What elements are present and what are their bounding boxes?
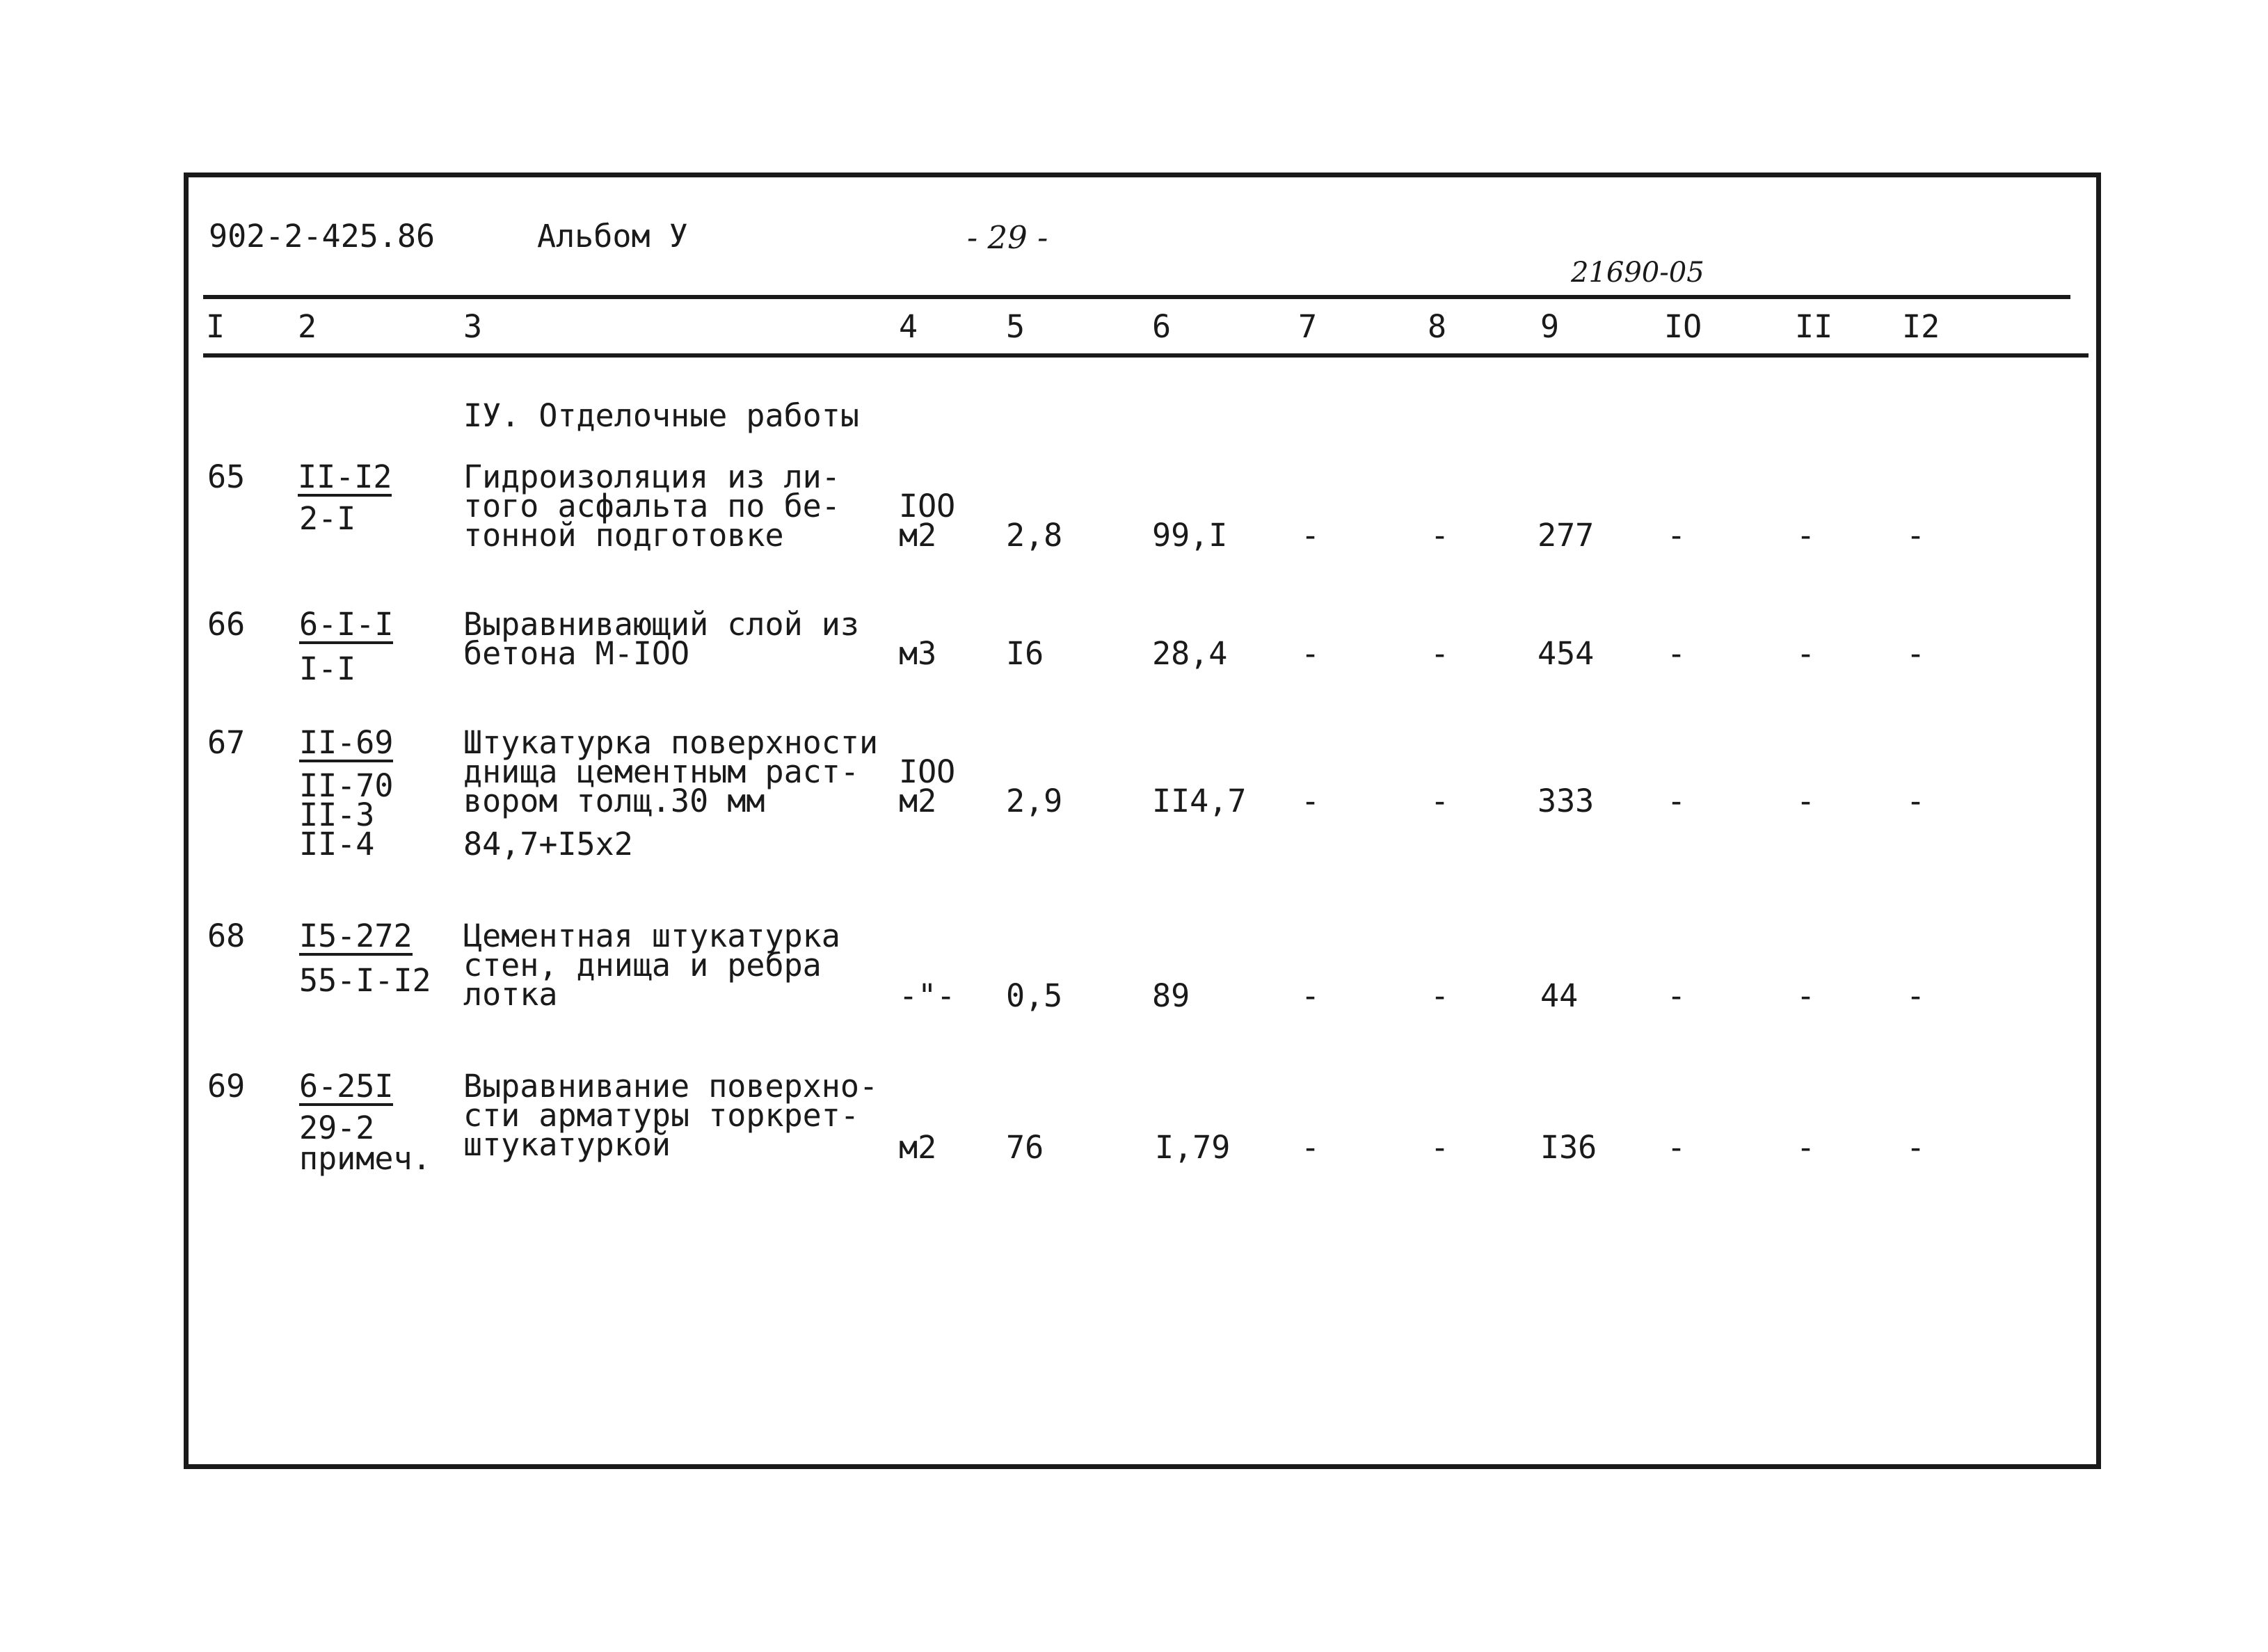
row-col7: - <box>1301 635 1320 672</box>
row-col8: - <box>1430 977 1450 1014</box>
row-desc-line: днища цементным раст- <box>463 753 859 790</box>
row-desc-line: штукатуркой <box>463 1126 671 1163</box>
row-col10: - <box>1667 783 1686 819</box>
row-ref-main: 6-25I <box>299 1068 394 1105</box>
row-ref-extra: II-3 <box>299 796 375 833</box>
row-number: 68 <box>207 917 246 954</box>
row-desc-line: бетона М-IOO <box>463 635 690 672</box>
row-col11: - <box>1796 1129 1816 1166</box>
row-col6: 99,I <box>1152 517 1228 554</box>
row-col12: - <box>1906 635 1926 672</box>
col-header-9: 9 <box>1540 308 1560 345</box>
row-col8: - <box>1430 517 1450 554</box>
row-desc-line: того асфальта по бе- <box>463 488 840 524</box>
section-title: IУ. Отделочные работы <box>463 397 859 434</box>
album-label: Альбом У <box>537 218 688 255</box>
col-header-3: 3 <box>463 308 483 345</box>
row-col8: - <box>1430 783 1450 819</box>
row-col5: 76 <box>1006 1129 1044 1166</box>
row-col12: - <box>1906 977 1926 1014</box>
row-col9: 333 <box>1538 783 1595 819</box>
row-desc-line: лотка <box>463 976 558 1013</box>
inventory-stamp: 21690-05 <box>1571 257 1704 289</box>
row-col11: - <box>1796 977 1816 1014</box>
page-frame <box>184 173 2101 1469</box>
row-col9: 277 <box>1538 517 1595 554</box>
row-number: 66 <box>207 606 246 643</box>
row-col9: 454 <box>1538 635 1595 672</box>
row-col10: - <box>1667 517 1686 554</box>
row-desc-line: Выравнивание поверхно- <box>463 1068 879 1105</box>
row-col12: - <box>1906 1129 1926 1166</box>
row-number: 65 <box>207 458 246 495</box>
row-ref-extra: 55-I-I2 <box>299 962 431 999</box>
row-desc-line: Цементная штукатурка <box>463 917 840 954</box>
row-number: 69 <box>207 1068 246 1105</box>
row-unit: м3 <box>899 635 937 672</box>
col-header-10: IO <box>1664 308 1702 345</box>
row-col7: - <box>1301 977 1320 1014</box>
row-col11: - <box>1796 517 1816 554</box>
col-header-7: 7 <box>1298 308 1318 345</box>
row-ref-extra: 29-2 <box>299 1109 375 1146</box>
row-ref-main: II-69 <box>299 724 394 761</box>
row-desc-line: вором толщ.30 мм <box>463 783 765 819</box>
row-col5: 2,8 <box>1006 517 1063 554</box>
row-col8: - <box>1430 1129 1450 1166</box>
row-desc-line: Выравнивающий слой из <box>463 606 859 643</box>
row-desc-line: сти арматуры торкрет- <box>463 1097 859 1134</box>
page-number: - 29 - <box>967 219 1048 256</box>
row-col12: - <box>1906 783 1926 819</box>
row-ref-extra: I-I <box>299 650 356 687</box>
row-col6: II4,7 <box>1152 783 1247 819</box>
row-col6: I,79 <box>1155 1129 1231 1166</box>
row-col7: - <box>1301 1129 1320 1166</box>
row-col10: - <box>1667 635 1686 672</box>
row-unit: м2 <box>899 517 937 554</box>
header-top-rule <box>203 295 2070 299</box>
row-ref-main: 6-I-I <box>299 606 394 643</box>
col-header-8: 8 <box>1428 308 1447 345</box>
col-header-2: 2 <box>298 308 317 345</box>
row-col5: 0,5 <box>1006 977 1063 1014</box>
row-col11: - <box>1796 783 1816 819</box>
col-header-11: II <box>1795 308 1833 345</box>
col-header-5: 5 <box>1006 308 1025 345</box>
row-unit: м2 <box>899 783 937 819</box>
row-col7: - <box>1301 783 1320 819</box>
row-desc-line: Гидроизоляция из ли- <box>463 458 840 495</box>
row-ref-extra: примеч. <box>299 1140 431 1177</box>
row-col11: - <box>1796 635 1816 672</box>
row-col9: I36 <box>1540 1129 1597 1166</box>
row-ref-main: I5-272 <box>299 917 413 954</box>
row-col6: 89 <box>1152 977 1190 1014</box>
row-desc-line: 84,7+I5x2 <box>463 826 633 863</box>
row-col12: - <box>1906 517 1926 554</box>
row-number: 67 <box>207 724 246 761</box>
row-col7: - <box>1301 517 1320 554</box>
row-col5: 2,9 <box>1006 783 1063 819</box>
col-header-6: 6 <box>1152 308 1172 345</box>
row-ref-extra: II-4 <box>299 826 375 863</box>
row-desc-line: стен, днища и ребра <box>463 947 822 984</box>
col-header-12: I2 <box>1902 308 1940 345</box>
row-unit: IOO <box>899 753 956 790</box>
row-col6: 28,4 <box>1152 635 1228 672</box>
row-ref-extra: II-70 <box>299 767 394 804</box>
row-col9: 44 <box>1540 977 1579 1014</box>
col-header-1: I <box>206 308 225 345</box>
row-col10: - <box>1667 1129 1686 1166</box>
row-desc-line: тонной подготовке <box>463 517 784 554</box>
row-unit: -"- <box>899 977 956 1014</box>
row-ref-main: II-I2 <box>298 458 392 495</box>
row-ref-extra: 2-I <box>299 500 356 537</box>
row-col5: I6 <box>1006 635 1044 672</box>
row-col10: - <box>1667 977 1686 1014</box>
col-header-4: 4 <box>899 308 918 345</box>
row-col8: - <box>1430 635 1450 672</box>
header-bottom-rule <box>203 353 2089 358</box>
document-code: 902-2-425.86 <box>209 218 436 255</box>
row-unit: м2 <box>899 1129 937 1166</box>
row-desc-line: Штукатурка поверхности <box>463 724 879 761</box>
row-unit: IOO <box>899 488 956 524</box>
